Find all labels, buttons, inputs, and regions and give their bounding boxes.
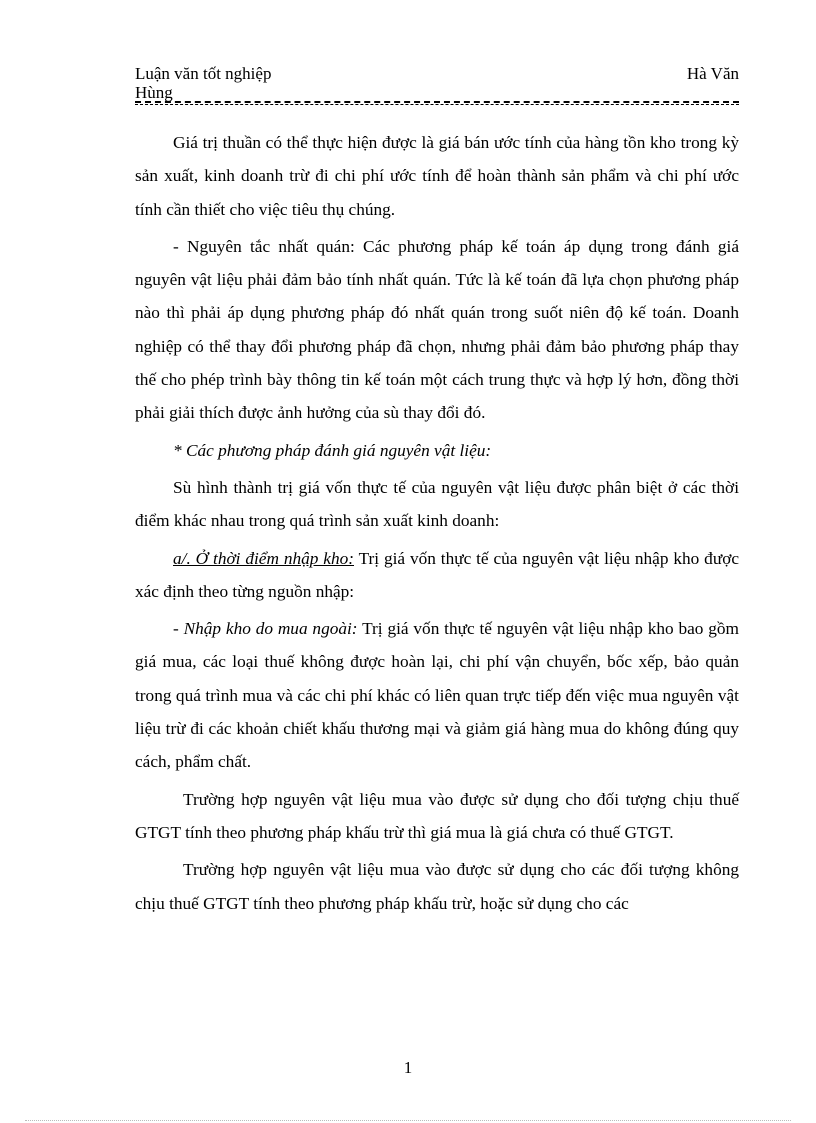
page-number: 1 <box>403 1058 413 1077</box>
header-divider <box>135 101 739 103</box>
header-right: Hà Văn <box>686 64 739 83</box>
paragraph-3-heading: * Các phương pháp đánh giá nguyên vật liệu: <box>173 440 492 460</box>
header-divider-secondary <box>135 104 739 105</box>
paragraph-5 <box>135 542 739 609</box>
paragraph-4: Sù hình thành trị giá vốn thực tế của nguyên vật liệu được phân biệt ở các thời điểm khác nhau trong quá trình sản xuất kinh doanh: <box>135 477 739 531</box>
paragraph-5-text: Trị giá vốn thực tế của nguyên vật liệu nhập kho được xác định theo từng nguồn nhập: <box>135 548 740 601</box>
paragraph-8: Trường hợp nguyên vật liệu mua vào được sử dụng cho các đối tượng không chịu thuế GTGT tính theo phương pháp khấu trừ, hoặc sử dụng cho các <box>135 860 739 913</box>
paragraph-7: Trường hợp nguyên vật liệu mua vào được sử dụng cho đối tượng chịu thuế GTGT tính theo phương pháp khấu trừ thì giá mua là giá chưa có thuế GTGT. <box>135 789 739 842</box>
paragraph-6-label: - Nhập kho do mua ngoài: <box>173 619 358 639</box>
paragraph-6-text: Trị giá vốn thực tế nguyên vật liệu nhập kho bao gồm giá mua, các loại thuế không được hoàn lại, chi phí vận chuyển, bốc xếp, bảo quản trong quá trình mua và các chi phí khác có liên quan trực tiếp đến việc mua nguyên vật liệu trừ đi các khoản chiết khấu thương mại và giảm giá hàng mua do không đúng quy cách, phẩm chất. <box>135 619 740 772</box>
page-bottom-edge <box>25 1120 791 1121</box>
document-body <box>135 126 739 920</box>
paragraph-6 <box>135 612 739 778</box>
header-left-line2: Hùng <box>135 83 173 102</box>
page-header <box>135 64 739 102</box>
paragraph-2: - Nguyên tắc nhất quán: Các phương pháp kế toán áp dụng trong đánh giá nguyên vật liệu phải đảm bảo tính nhất quán. Tức là kế toán đã lựa chọn phương pháp nào thì phải áp dụng phương pháp đó nhất quán trong suốt niên độ kế toán. Doanh nghiệp có thể thay đổi phương pháp đã chọn, nhưng phải đảm bảo phương pháp thay thế cho phép trình bày thông tin kế toán một cách trung thực và hợp lý hơn, đồng thời phải giải thích được ảnh hưởng của sù thay đổi đó. <box>135 236 739 423</box>
header-left: Luận văn tốt nghiệp <box>135 64 272 83</box>
paragraph-5-label: a/. Ở thời điểm nhập kho: <box>173 548 354 568</box>
paragraph-1: Giá trị thuần có thể thực hiện được là giá bán ước tính của hàng tồn kho trong kỳ sản xuất, kinh doanh trừ đi chi phí ước tính để hoàn thành sản phẩm và chi phí ước tính cần thiết cho việc tiêu thụ chúng. <box>135 133 739 219</box>
